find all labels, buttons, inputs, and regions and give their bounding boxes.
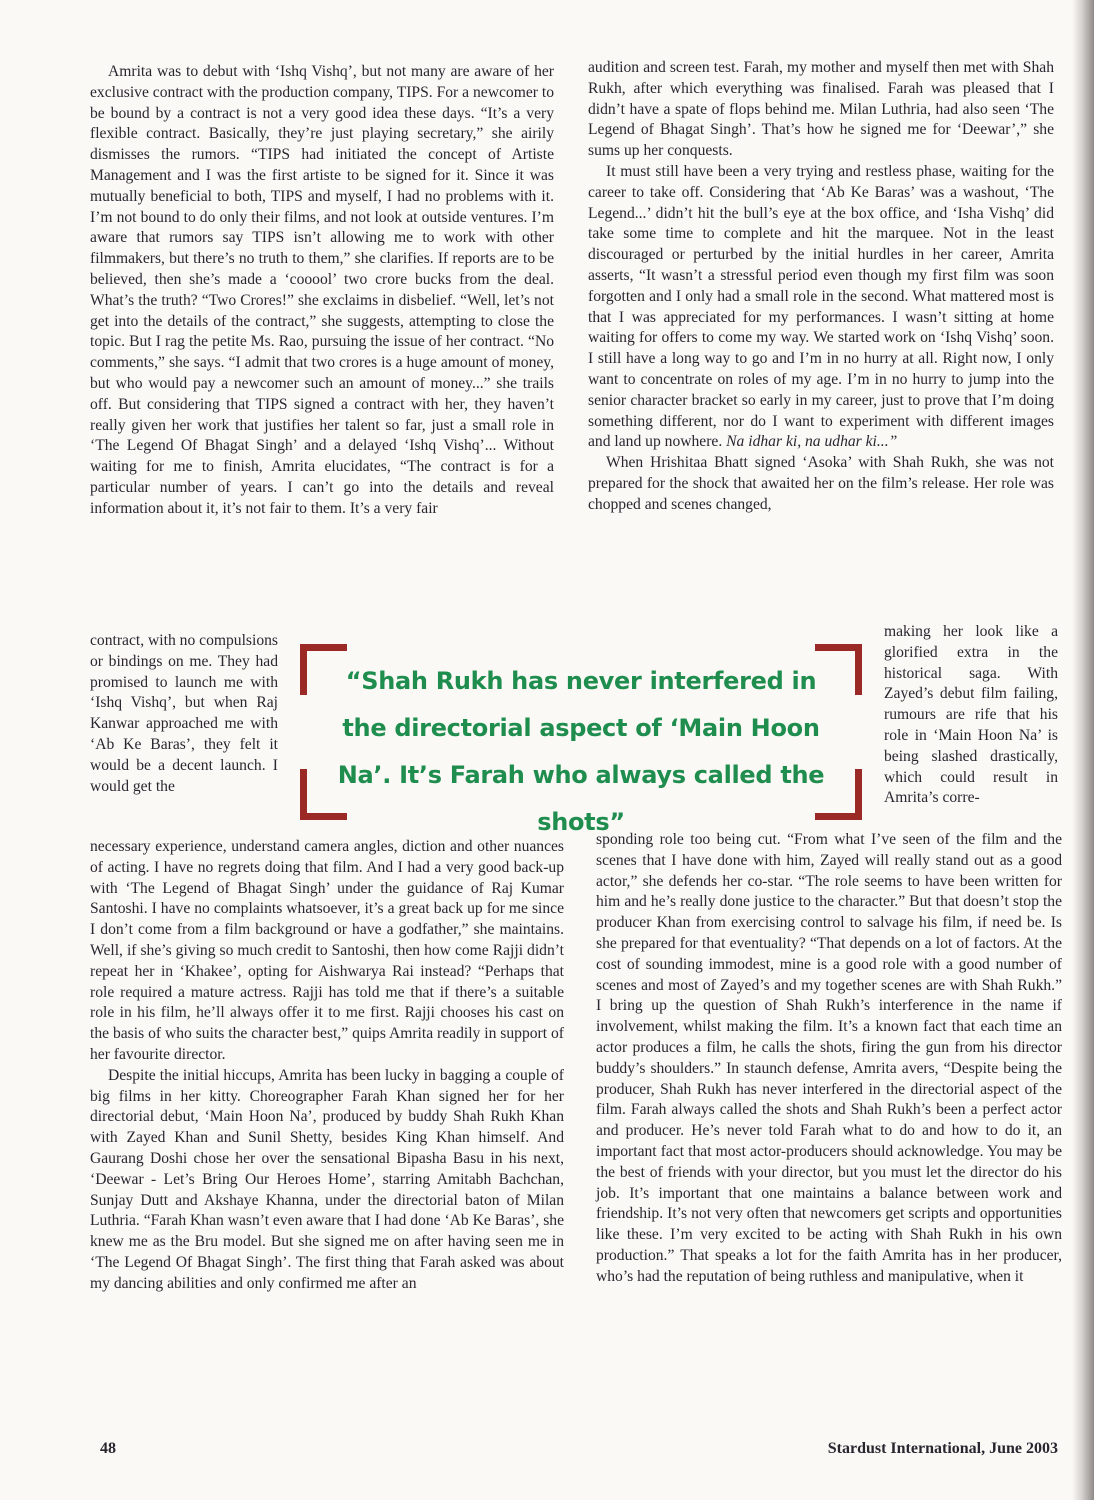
paragraph: contract, with no compulsions or bindings on me. They had promised to launch me with ‘Ishq Vishq’, but when Raj Kanwar approached me with ‘Ab Ke Baras’, they felt it would be a decent launch. I would get the xyxy=(90,632,278,795)
publication-credit: Stardust International, June 2003 xyxy=(827,1440,1058,1457)
left-column-wrap xyxy=(90,631,278,797)
pull-quote xyxy=(300,644,862,836)
paragraph: necessary experience, understand camera angles, diction and other nuances of acting. I have no regrets doing that film. And I had a very good back-up with ‘The Legend of Bhagat Singh’ under the guidance of Raj Kumar Santoshi. I have no complaints whatsoever, it’s a great back up for me since I don’t come from a film background or have a godfather,” she maintains. Well, if she’s giving so much credit to Santoshi, then how come Rajji didn’t repeat her in ‘Khakee’, opting for Aishwarya Rai instead? “Perhaps that role required a mature actress. Rajji has told me that if there’s a suitable role in his film, he’ll always offer it to me first. Rajji chooses his cast on the basis of who suits the character best,” quips Amrita readily in support of her favourite director. xyxy=(90,838,564,1063)
paragraph: audition and screen test. Farah, my mother and myself then met with Shah Rukh, after which everything was finalised. Farah was pleased that I didn’t have a spate of flops behind me. Milan Luthria, had also seen ‘The Legend of Bhagat Singh’. That’s how he signed me for ‘Deewar’,” she sums up her conquests. xyxy=(588,59,1054,160)
right-column-wrap xyxy=(884,622,1058,809)
paragraph: sponding role too being cut. “From what I’ve seen of the film and the scenes that I have done with him, Zayed will really stand out as a good actor,” she defends her co-star. “The role seems to have been written for him and he’s really done justice to the character.” But that doesn’t stop the producer Khan from exercising control to salvage his film, if need be. Is she prepared for that eventuality? “That depends on a lot of factors. At the cost of sounding immodest, mine is a good role with a good number of scenes and most of Zayed’s and my together scenes are with Shah Rukh.” I bring up the question of Shah Rukh’s interference in the name if involvement, whilst making the film. It’s a known fact that each time an actor produces a film, he calls the shots, firing the gun from his director buddy’s shoulders.” In staunch defense, Amrita avers, “Despite being the producer, Shah Rukh has never interfered in the directorial aspect of the film. Farah always called the shots and Shah Rukh’s been a perfect actor and producer. He’s never told Farah what to do and how to do it, an important fact that most actor-producers should acknowledge. You may be the best of friends with your director, but you must let the director do his job. It’s important that one maintains a balance between work and friendship. It’s not very often that newcomers get scripts and opportunities like these. I’m very excited to be acting with Shah Rukh in his own production.” That speaks a lot for the faith Amrita has in her producer, who’s had the reputation of being ruthless and manipulative, when it xyxy=(596,831,1062,1285)
quote-text: It must still have been a very trying and restless phase, waiting for the career to take off. Considering that ‘Ab Ke Baras’ was a washout, ‘The Legend...’ didn’t hit the bull’s eye at the box office, and ‘Isha Vishq’ did take some time to complete and hit the marquee. Not in the least discouraged or perturbed by the initial hurdles in her career, Amrita asserts, “It wasn’t a stressful period even though my first film was soon forgotten and I only had a small role in the second. What mattered most is that I was appreciated for my performances. I wasn’t sitting at home waiting for offers to come my way. We started work on ‘Ishq Vishq’ soon. I still have a long way to go and I’m in no hurry at all. Right now, I only want to concentrate on roles of my age. I’m in no hurry to jump into the senior character bracket so early in my career, just to prove that I’m doing something different, nor do I want to experiment with different images and land up nowhere. xyxy=(588,162,1054,451)
paragraph: Amrita was to debut with ‘Ishq Vishq’, but not many are aware of her exclusive contract with the production company, TIPS. For a newcomer to be bound by a contract is not a very good idea these days. “It’s a very flexible contract. Basically, they’re just playing secretary,” she airily dismisses the rumors. “TIPS had initiated the concept of Artiste Management and I was the first artiste to be signed for it. Since it was mutually beneficial to both, TIPS and myself, I had no problems with it. I’m not bound to do only their films, and not look at outside ventures. I’m aware that rumors say TIPS isn’t allowing me to work with other filmmakers, but there’s no truth to them,” she clarifies. If reports are to be believed, then she’s made a ‘cooool’ two crore bucks from the deal. What’s the truth? “Two Crores!” she exclaims in disbelief. “Well, let’s not get into the details of the contract,” she suggests, attempting to close the topic. But I rag the petite Ms. Rao, pursuing the issue of her contract. “No comments,” she says. “I admit that two crores is a huge amount of money, but who would pay a newcomer such an amount of money...” she trails off. But considering that TIPS signed a contract with her, they haven’t really given her work that justifies her talent so far, just a small role in ‘The Legend Of Bhagat Singh’ and a delayed ‘Ishq Vishq’... Without waiting for me to finish, Amrita elucidates, “The contract is for a particular number of years. I can’t go into the details and reveal information about it, it’s not fair to them. It’s a very fair xyxy=(90,63,554,517)
paragraph: making her look like a glorified extra in the historical saga. With Zayed’s debut film failing, rumours are rife that his role in ‘Main Hoon Na’ is being slashed drastically, which could result in Amrita’s corre- xyxy=(884,623,1058,807)
paragraph: Despite the initial hiccups, Amrita has been lucky in bagging a couple of big films in her kitty. Choreographer Farah Khan signed her for her directorial debut, ‘Main Hoon Na’, produced by buddy Shah Rukh Khan with Zayed Khan and Sunil Shetty, besides King Khan himself. And Gaurang Doshi chose her over the sensational Bipasha Basu in his next, ‘Deewar - Let’s Bring Our Heroes Home’, starring Amitabh Bachchan, Sunjay Dutt and Akshaye Khanna, under the directorial baton of Milan Luthria. “Farah Khan wasn’t even aware that I had done ‘Ab Ke Baras’, she knew me as the Bru model. But she signed me on after having seen me in ‘The Legend Of Bhagat Singh’. The first thing that Farah asked was about my dancing abilities and only confirmed me after an xyxy=(90,1066,564,1292)
paragraph xyxy=(588,162,1054,453)
right-column-bottom xyxy=(596,830,1062,1288)
paragraph: When Hrishitaa Bhatt signed ‘Asoka’ with Shah Rukh, she was not prepared for the shock that awaited her on the film’s release. Her role was chopped and scenes changed, xyxy=(588,454,1054,513)
left-column-bottom xyxy=(90,837,564,1295)
page-binding-edge xyxy=(1072,0,1094,1500)
right-column-top xyxy=(588,58,1054,516)
page-number: 48 xyxy=(100,1440,116,1457)
hindi-phrase: Na idhar ki, na udhar ki...” xyxy=(726,433,898,451)
left-column-top xyxy=(90,62,554,520)
pull-quote-text: “Shah Rukh has never interfered in the directorial aspect of ‘Main Hoon Na’. It’s Farah who always called the shots” xyxy=(337,667,825,836)
